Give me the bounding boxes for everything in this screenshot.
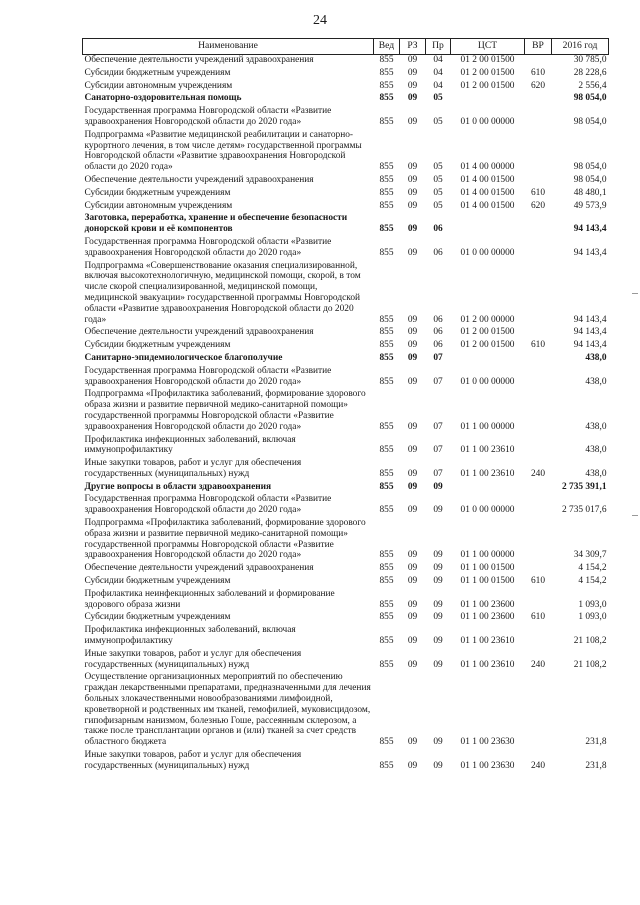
row-vr xyxy=(525,55,552,68)
row-name: Осуществление организационных мероприятий по обеспечению граждан лекарственными препаратами, предназначенными для лечения больных злокачественными новообразованиями лимфоидной, кроветворной и родственных им тканей, гемофилией, муковисцидозом, гипофизарным нанизмом, болезнью Гоше, рассеянным склерозом, а также после трансплантации органов и (или) тканей за счет средств областного бюджета xyxy=(84,672,371,748)
row-cst: 01 1 00 01500 xyxy=(460,563,515,574)
row-pr: 09 xyxy=(433,599,443,610)
row-vr: 610 xyxy=(530,612,546,623)
row-vr: 620 xyxy=(530,80,546,91)
row-cst: 01 2 00 01500 xyxy=(460,80,515,91)
table-row xyxy=(83,81,609,94)
row-rz: 09 xyxy=(407,481,418,492)
row-vr xyxy=(525,353,552,366)
row-rz: 09 xyxy=(407,80,418,91)
row-rz: 09 xyxy=(407,636,418,647)
row-pr: 06 xyxy=(433,247,443,258)
row-vr xyxy=(525,175,552,188)
row-ved: 855 xyxy=(379,481,394,492)
row-amount: 21 108,2 xyxy=(573,636,607,647)
table-row xyxy=(83,237,609,261)
row-ved: 855 xyxy=(379,468,394,479)
row-pr: 09 xyxy=(433,576,443,587)
row-rz: 09 xyxy=(407,421,418,432)
row-name: Субсидии бюджетным учреждениям xyxy=(84,67,231,78)
row-ved: 855 xyxy=(379,421,394,432)
row-ved: 855 xyxy=(379,760,394,771)
row-pr: 05 xyxy=(433,187,443,198)
row-rz: 09 xyxy=(407,55,418,65)
row-cst: 01 2 00 01500 xyxy=(460,67,515,78)
row-ved: 855 xyxy=(379,224,394,235)
row-pr: 07 xyxy=(433,445,443,456)
row-rz: 09 xyxy=(407,612,418,623)
row-name: Государственная программа Новгородской области «Развитие здравоохранения Новгородской области до 2020 года» xyxy=(84,494,332,516)
row-rz: 09 xyxy=(407,659,418,670)
scan-edge-mark xyxy=(632,515,638,516)
table-row xyxy=(83,518,609,563)
row-ved: 855 xyxy=(379,67,394,78)
row-ved: 855 xyxy=(379,116,394,127)
row-cst: 01 0 00 00000 xyxy=(460,247,515,258)
row-amount: 30 785,0 xyxy=(573,55,607,65)
table-row xyxy=(83,672,609,750)
row-cst xyxy=(451,93,525,106)
table-row xyxy=(83,213,609,237)
table-row xyxy=(83,649,609,673)
row-name: Субсидии автономным учреждениям xyxy=(84,200,233,211)
table-row xyxy=(83,130,609,175)
row-pr: 07 xyxy=(433,376,443,387)
row-amount: 4 154,2 xyxy=(578,576,607,587)
row-vr xyxy=(525,213,552,237)
row-name: Иные закупки товаров, работ и услуг для обеспечения государственных (муниципальных) нужд xyxy=(84,648,302,670)
row-rz: 09 xyxy=(407,376,418,387)
row-name: Государственная программа Новгородской области «Развитие здравоохранения Новгородской области до 2020 года» xyxy=(84,236,332,258)
row-rz: 09 xyxy=(407,340,418,351)
row-ved: 855 xyxy=(379,247,394,258)
row-vr: 240 xyxy=(530,760,546,771)
row-name: Санитарно-эпидемиологическое благополучие xyxy=(84,352,283,363)
row-amount: 48 480,1 xyxy=(573,187,607,198)
row-ved: 855 xyxy=(379,55,394,65)
header-name: Наименование xyxy=(83,39,374,55)
row-cst: 01 1 00 00000 xyxy=(460,421,515,432)
table-row xyxy=(83,389,609,434)
row-amount: 98 054,0 xyxy=(573,93,607,104)
row-name: Профилактика неинфекционных заболеваний и формирование здорового образа жизни xyxy=(84,588,335,610)
row-ved: 855 xyxy=(379,550,394,561)
row-cst xyxy=(451,353,525,366)
row-cst: 01 1 00 23630 xyxy=(460,737,515,748)
row-amount: 231,8 xyxy=(585,760,607,771)
row-ved: 855 xyxy=(379,80,394,91)
row-ved: 855 xyxy=(379,636,394,647)
table-row xyxy=(83,327,609,340)
row-ved: 855 xyxy=(379,659,394,670)
row-rz: 09 xyxy=(407,200,418,211)
row-ved: 855 xyxy=(379,200,394,211)
row-pr: 09 xyxy=(433,505,443,516)
row-ved: 855 xyxy=(379,576,394,587)
row-amount: 438,0 xyxy=(585,445,607,456)
table-row xyxy=(83,55,609,68)
row-name: Субсидии бюджетным учреждениям xyxy=(84,612,231,623)
row-pr: 09 xyxy=(433,550,443,561)
row-rz: 09 xyxy=(407,576,418,587)
row-vr: 610 xyxy=(530,187,546,198)
row-pr: 05 xyxy=(433,200,443,211)
row-rz: 09 xyxy=(407,445,418,456)
row-ved: 855 xyxy=(379,187,394,198)
table-row xyxy=(83,458,609,482)
table-row xyxy=(83,563,609,576)
row-pr: 04 xyxy=(433,67,443,78)
row-name: Субсидии бюджетным учреждениям xyxy=(84,576,231,587)
row-amount: 49 573,9 xyxy=(573,200,607,211)
table-row xyxy=(83,482,609,495)
row-name: Обеспечение деятельности учреждений здравоохранения xyxy=(84,174,314,185)
row-amount: 2 735 017,6 xyxy=(561,505,607,516)
row-cst: 01 4 00 01500 xyxy=(460,174,515,185)
row-rz: 09 xyxy=(407,505,418,516)
table-row xyxy=(83,625,609,649)
row-rz: 09 xyxy=(407,93,418,104)
row-amount: 94 143,4 xyxy=(573,224,607,235)
row-rz: 09 xyxy=(407,187,418,198)
row-name: Заготовка, переработка, хранение и обеспечение безопасности донорской крови и её компонентов xyxy=(84,213,348,235)
row-rz: 09 xyxy=(407,760,418,771)
row-vr: 610 xyxy=(530,576,546,587)
row-pr: 09 xyxy=(433,612,443,623)
row-amount: 438,0 xyxy=(585,421,607,432)
table-row xyxy=(83,68,609,81)
row-ved: 855 xyxy=(379,162,394,173)
row-rz: 09 xyxy=(407,116,418,127)
row-pr: 06 xyxy=(433,224,443,235)
row-cst: 01 1 00 23600 xyxy=(460,599,515,610)
row-amount: 2 556,4 xyxy=(578,80,607,91)
table-row xyxy=(83,494,609,518)
row-rz: 09 xyxy=(407,327,418,338)
header-year: 2016 год xyxy=(552,39,609,55)
row-ved: 855 xyxy=(379,352,394,363)
row-name: Субсидии бюджетным учреждениям xyxy=(84,187,231,198)
row-cst: 01 4 00 00000 xyxy=(460,162,515,173)
row-name: Профилактика инфекционных заболеваний, включая иммунопрофилактику xyxy=(84,434,296,456)
scan-edge-mark xyxy=(632,293,638,294)
row-cst: 01 0 00 00000 xyxy=(460,376,515,387)
row-ved: 855 xyxy=(379,376,394,387)
row-vr xyxy=(525,261,552,328)
row-cst: 01 0 00 00000 xyxy=(460,505,515,516)
row-amount: 94 143,4 xyxy=(573,247,607,258)
row-amount: 2 735 391,1 xyxy=(561,481,607,492)
header-pr: Пр xyxy=(426,39,451,55)
row-rz: 09 xyxy=(407,174,418,185)
row-amount: 438,0 xyxy=(585,352,607,363)
row-name: Иные закупки товаров, работ и услуг для обеспечения государственных (муниципальных) нужд xyxy=(84,750,302,771)
row-vr: 240 xyxy=(530,659,546,670)
row-pr: 09 xyxy=(433,737,443,748)
row-ved: 855 xyxy=(379,737,394,748)
row-ved: 855 xyxy=(379,612,394,623)
row-amount: 231,8 xyxy=(585,737,607,748)
row-name: Субсидии автономным учреждениям xyxy=(84,80,233,91)
row-name: Санаторно-оздоровительная помощь xyxy=(84,93,242,104)
table-row xyxy=(83,106,609,130)
row-name: Государственная программа Новгородской области «Развитие здравоохранения Новгородской области до 2020 года» xyxy=(84,365,332,387)
row-vr xyxy=(525,672,552,750)
row-vr: 610 xyxy=(530,67,546,78)
row-pr: 04 xyxy=(433,80,443,91)
row-ved: 855 xyxy=(379,599,394,610)
page-number: 24 xyxy=(313,13,327,28)
row-pr: 06 xyxy=(433,327,443,338)
row-pr: 09 xyxy=(433,659,443,670)
row-pr: 07 xyxy=(433,468,443,479)
row-cst: 01 1 00 01500 xyxy=(460,576,515,587)
row-amount: 98 054,0 xyxy=(573,116,607,127)
header-vr: ВР xyxy=(525,39,552,55)
row-rz: 09 xyxy=(407,563,418,574)
row-vr xyxy=(525,589,552,613)
row-ved: 855 xyxy=(379,174,394,185)
row-ved: 855 xyxy=(379,340,394,351)
row-pr: 07 xyxy=(433,421,443,432)
row-name: Подпрограмма «Профилактика заболеваний, формирование здорового образа жизни и развитие первичной медико-санитарной помощи» государственной программы Новгородской области «Развитие здравоохранения Новгородской области до 2020 года» xyxy=(84,518,366,561)
table-row xyxy=(83,175,609,188)
row-amount: 94 143,4 xyxy=(573,340,607,351)
table-row xyxy=(83,340,609,353)
row-cst: 01 2 00 01500 xyxy=(460,340,515,351)
row-vr: 610 xyxy=(530,340,546,351)
row-ved: 855 xyxy=(379,505,394,516)
row-vr xyxy=(525,106,552,130)
row-amount: 98 054,0 xyxy=(573,174,607,185)
row-cst: 01 2 00 00000 xyxy=(460,314,515,325)
row-pr: 09 xyxy=(433,563,443,574)
row-vr: 240 xyxy=(530,468,546,479)
row-cst: 01 1 00 23610 xyxy=(460,636,515,647)
row-rz: 09 xyxy=(407,352,418,363)
row-vr: 620 xyxy=(530,200,546,211)
row-vr xyxy=(525,482,552,495)
row-name: Обеспечение деятельности учреждений здравоохранения xyxy=(84,327,314,338)
row-cst xyxy=(451,482,525,495)
table-row xyxy=(83,435,609,459)
row-ved: 855 xyxy=(379,314,394,325)
row-name: Иные закупки товаров, работ и услуг для обеспечения государственных (муниципальных) нужд xyxy=(84,458,302,479)
row-rz: 09 xyxy=(407,224,418,235)
row-cst: 01 1 00 23610 xyxy=(460,659,515,670)
row-amount: 438,0 xyxy=(585,376,607,387)
row-rz: 09 xyxy=(407,247,418,258)
row-vr xyxy=(525,518,552,563)
row-pr: 06 xyxy=(433,314,443,325)
row-rz: 09 xyxy=(407,162,418,173)
table-row xyxy=(83,93,609,106)
row-name: Другие вопросы в области здравоохранения xyxy=(84,481,272,492)
row-cst: 01 4 00 01500 xyxy=(460,200,515,211)
row-cst: 01 2 00 01500 xyxy=(460,55,515,65)
row-cst: 01 2 00 01500 xyxy=(460,327,515,338)
row-vr xyxy=(525,494,552,518)
row-vr xyxy=(525,327,552,340)
row-vr xyxy=(525,389,552,434)
header-rz: РЗ xyxy=(400,39,426,55)
row-amount: 28 228,6 xyxy=(573,67,607,78)
row-cst: 01 1 00 23610 xyxy=(460,445,515,456)
row-name: Подпрограмма «Развитие медицинской реабилитации и санаторно-курортного лечения, в том числе детям» государственной программы Новгородской области «Развитие здравоохранения Новгородской области до 2020 года» xyxy=(84,129,362,173)
row-name: Обеспечение деятельности учреждений здравоохранения xyxy=(84,563,314,574)
row-name: Обеспечение деятельности учреждений здравоохранения xyxy=(84,55,314,65)
row-cst: 01 1 00 00000 xyxy=(460,550,515,561)
row-ved: 855 xyxy=(379,445,394,456)
row-name: Государственная программа Новгородской области «Развитие здравоохранения Новгородской области до 2020 года» xyxy=(84,106,332,127)
row-rz: 09 xyxy=(407,599,418,610)
row-amount: 21 108,2 xyxy=(573,659,607,670)
row-cst: 01 0 00 00000 xyxy=(460,116,515,127)
header-cst: ЦСТ xyxy=(451,39,525,55)
table-row xyxy=(83,589,609,613)
row-name: Подпрограмма «Совершенствование оказания специализированной, включая высокотехнологичную, медицинской помощи, скорой, в том числе скорой специализированной, медицинской помощи, медицинской эвакуации» государственной программы Новгородской области «Развитие здравоохранения Новгородской области до 2020 года» xyxy=(84,260,361,325)
row-pr: 09 xyxy=(433,481,443,492)
row-amount: 34 309,7 xyxy=(573,550,607,561)
table-row xyxy=(83,188,609,201)
row-amount: 438,0 xyxy=(585,468,607,479)
row-amount: 4 154,2 xyxy=(578,563,607,574)
table-row xyxy=(83,353,609,366)
budget-table xyxy=(82,38,609,774)
row-cst: 01 4 00 01500 xyxy=(460,187,515,198)
row-amount: 94 143,4 xyxy=(573,327,607,338)
row-vr xyxy=(525,93,552,106)
table-row xyxy=(83,201,609,214)
table-row xyxy=(83,261,609,328)
row-amount: 1 093,0 xyxy=(578,612,607,623)
row-pr: 05 xyxy=(433,162,443,173)
row-pr: 09 xyxy=(433,760,443,771)
table-body xyxy=(83,55,609,774)
row-amount: 1 093,0 xyxy=(578,599,607,610)
row-rz: 09 xyxy=(407,314,418,325)
row-rz: 09 xyxy=(407,737,418,748)
row-vr xyxy=(525,130,552,175)
row-ved: 855 xyxy=(379,327,394,338)
row-ved: 855 xyxy=(379,563,394,574)
table-header xyxy=(83,39,609,55)
row-name: Подпрограмма «Профилактика заболеваний, формирование здорового образа жизни и развитие первичной медико-санитарной помощи» государственной программы Новгородской области «Развитие здравоохранения Новгородской области до 2020 года» xyxy=(84,389,366,432)
row-pr: 06 xyxy=(433,340,443,351)
row-vr xyxy=(525,625,552,649)
row-amount: 94 143,4 xyxy=(573,314,607,325)
row-ved: 855 xyxy=(379,93,394,104)
table-row xyxy=(83,750,609,774)
row-rz: 09 xyxy=(407,67,418,78)
table-row xyxy=(83,576,609,589)
row-name: Профилактика инфекционных заболеваний, включая иммунопрофилактику xyxy=(84,625,296,647)
row-rz: 09 xyxy=(407,550,418,561)
row-name: Субсидии бюджетным учреждениям xyxy=(84,340,231,351)
row-pr: 07 xyxy=(433,352,443,363)
row-cst: 01 1 00 23600 xyxy=(460,612,515,623)
row-amount: 98 054,0 xyxy=(573,162,607,173)
row-vr xyxy=(525,563,552,576)
row-cst xyxy=(451,213,525,237)
table-row xyxy=(83,366,609,390)
row-cst: 01 1 00 23630 xyxy=(460,760,515,771)
table-row xyxy=(83,612,609,625)
row-pr: 04 xyxy=(433,55,443,65)
row-pr: 05 xyxy=(433,93,443,104)
row-vr xyxy=(525,237,552,261)
row-pr: 05 xyxy=(433,174,443,185)
row-cst: 01 1 00 23610 xyxy=(460,468,515,479)
row-pr: 09 xyxy=(433,636,443,647)
row-vr xyxy=(525,435,552,459)
row-rz: 09 xyxy=(407,468,418,479)
row-pr: 05 xyxy=(433,116,443,127)
header-ved: Вед xyxy=(374,39,400,55)
row-vr xyxy=(525,366,552,390)
